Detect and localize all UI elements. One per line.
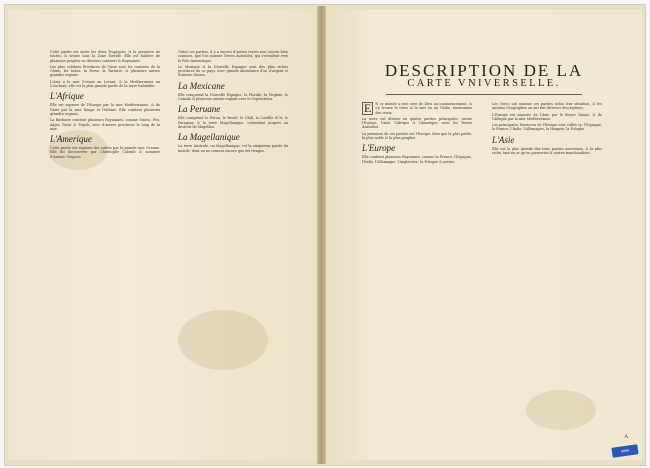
section-heading: L'Europe	[362, 143, 396, 154]
left-column-2	[178, 50, 288, 155]
left-column-1	[50, 50, 160, 161]
text-paragraph: Cette partie est separee des autres par la grande mer Oceane. Elle fut decouverte par Christophe Colomb & nommee d'Americ Vespuce.	[50, 146, 160, 159]
section-heading: L'Amerique	[50, 134, 92, 145]
text-paragraph: La premiere de ces parties est l'Europe, bien que la plus petite, la plus noble & la plus peuplee.	[362, 131, 472, 141]
left-page	[8, 10, 317, 460]
text-paragraph: Les Grecs ont nomme ces parties selon leur situation, & les anciens Geographes en ont fait diverses descriptions.	[492, 102, 602, 111]
right-column-1	[362, 102, 472, 166]
text-paragraph: Elle comprend le Perou, le Bresil, le Chili, la Castille d'Or, le Paraguay & la terre Magellanique, s'etendant jusques au destroit de Magellan.	[178, 116, 288, 129]
text-paragraph: Les plus celebres Provinces de l'Asie sont les contrees de la Chine, les Indes, la Perse, la Tartarie, & plusieurs autres grandes regions.	[50, 64, 160, 78]
drop-cap: E	[364, 101, 372, 115]
text-paragraph: La Barbarie contient plusieurs Royaumes, comme Maroc, Fez, Alger, Tunis & Tripoli, avec d'autres provinces le long de la mer.	[50, 118, 160, 131]
section-heading: L'Afrique	[50, 91, 84, 102]
text-paragraph: Cette partie est entre les deux Tropiques, & la premiere de toutes, & situee sous la Zone Torride. Elle est habitee de plusieurs peuples en diverses contrees & Royaumes.	[50, 50, 160, 63]
text-paragraph: Le Mexique & la Nouvelle Espagne sont des plus riches provinces de ce pays, avec grande abondance d'or, d'argent & d'autres choses.	[178, 64, 288, 78]
text-paragraph: La terre Australe, ou Magellanique, est la cinquieme partie du monde, dont on ne connoit encore que les rivages.	[178, 144, 288, 153]
text-paragraph: Elle comprend la Nouvelle Espagne, la Floride, la Virginie, le Canada & plusieurs autres regions vers le Septentrion.	[178, 92, 288, 102]
section-heading: L'Asie	[492, 134, 515, 145]
text-paragraph: L'Europe est separee de l'Asie par le fleuve Tanais, & de l'Afrique par la mer Mediterranee.	[492, 112, 602, 121]
book-gutter	[317, 6, 326, 464]
text-paragraph: Les principales Provinces de l'Europe sont celles cy: l'Espagne, la France, l'Italie, l'Allemagne, la Hongrie, la Pologne.	[492, 123, 602, 132]
text-paragraph: La terre est divisee en quatre parties principales, savoir l'Europe, l'Asie, l'Afrique & l'Amerique, avec les Terres Australes.	[362, 116, 472, 130]
text-paragraph: Elle est separee de l'Europe par la mer Mediterranee, & de l'Asie par la mer Rouge et l'Isthme. Elle contient plusieurs grandes regions.	[50, 103, 160, 116]
section-heading: La Peruane	[178, 104, 221, 115]
right-page	[326, 10, 642, 460]
section-heading: La Mexicane	[178, 80, 225, 91]
book-spread	[4, 4, 646, 466]
page-subtitle: CARTE VNIVERSELLE.	[407, 78, 561, 89]
catchword: A	[624, 434, 628, 440]
text-paragraph: Outre ces parties, il y a encore d'autres terres non encore bien connues, que l'on nomme Terres Australes, qui s'etendent vers le Pole Antarctique.	[178, 50, 288, 63]
page-title: DESCRIPTION DE LA	[384, 61, 584, 80]
section-heading: La Magellanique	[178, 132, 240, 143]
text-paragraph: Elle est la plus grande des trois parties anciennes, & la plus riche, tant en or qu'en pierreries & autres marchandises.	[492, 146, 602, 156]
text-paragraph: Elle contient plusieurs Royaumes, comme la France, l'Espagne, l'Italie, l'Allemagne, l'Angleterre, la Pologne & autres.	[362, 155, 472, 164]
title-rule	[386, 94, 582, 95]
inventory-stamp: 9899	[611, 444, 638, 458]
text-paragraph: L'Asie a la mer Oceane au Levant, & la Mediterranee au Couchant; elle est la plus grande partie de la terre habitable.	[50, 79, 160, 89]
right-column-2	[492, 102, 602, 157]
text-paragraph: E N ce monde a este cree de Dieu au commencement, & s'y trouve la terre & la mer en un Globe, environnee des cieux.	[364, 101, 472, 115]
